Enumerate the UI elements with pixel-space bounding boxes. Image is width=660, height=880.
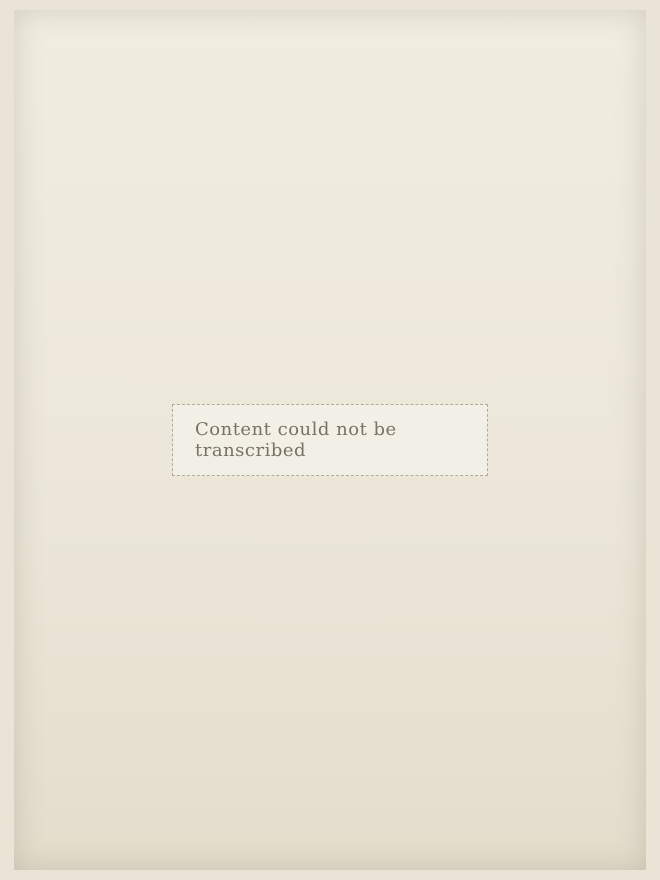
placeholder-notice: Content could not be transcribed (172, 404, 488, 476)
page (14, 10, 646, 870)
